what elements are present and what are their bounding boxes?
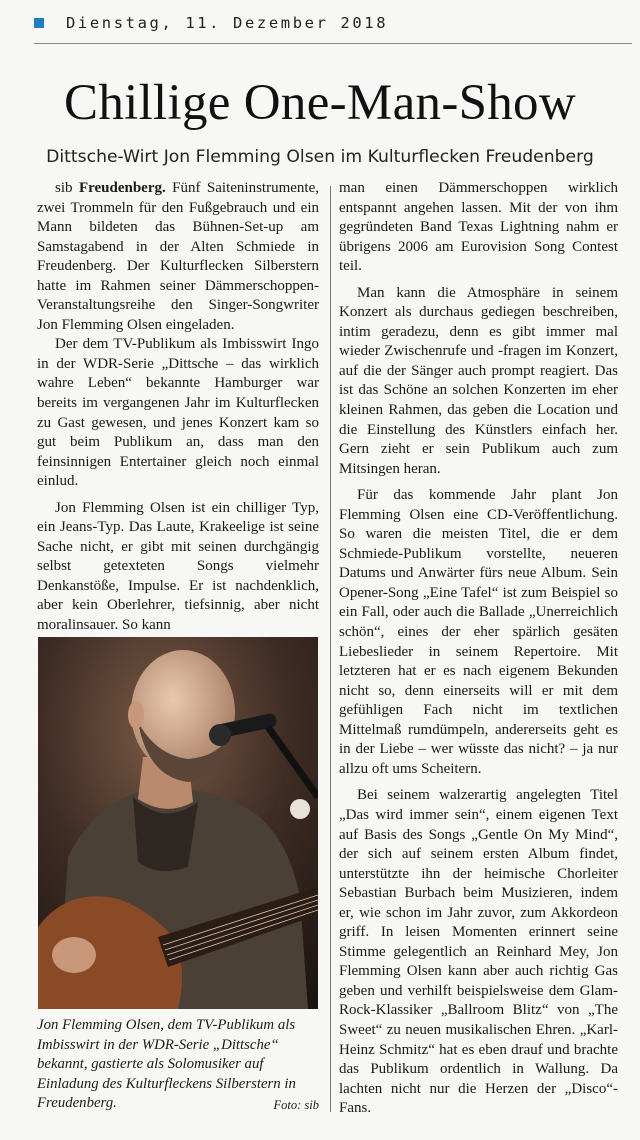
paragraph-text: Fünf Saiteninstrumente, zwei Trommeln für den Fußgebrauch und ein Mann bildeten das Bühnen-Set-up am Samstagabend in der Alten Schmiede in Freudenberg. Der Kulturflecken Silberstern hatte im Rahmen seiner Dämmerschoppen-Veranstaltungsreihe den Singer-Songwriter Jon Flemming Olsen eingeladen. bbox=[37, 180, 319, 333]
paragraph: Jon Flemming Olsen ist ein chilliger Typ, ein Jeans-Typ. Das Laute, Krakeelige ist seine Sache nicht, er gibt mit seinen durchgängig selbst getexteten Songs vielmehr Denkanstöße, Impulse. Er ist nachdenklich, aber kein Oberlehrer, tiefsinnig, aber nicht moralinsauer. So kann bbox=[37, 499, 319, 634]
article-column-left bbox=[37, 179, 319, 636]
lead-paragraph bbox=[37, 179, 319, 335]
paragraph: man einen Dämmerschoppen wirklich entspannt angehen lassen. Mit der von ihm gegründeten Band Texas Lightning nahm er übrigens 2006 am Eurovision Song Contest teil. bbox=[339, 180, 618, 275]
paragraph: Der dem TV-Publikum als Imbisswirt Ingo in der WDR-Serie „Dittsche – das wirklich wahre Leben“ bekannte Hamburger war bereits im vergangenen Jahr im Kulturflecken zu Gast gewesen, und jenes Konzert kam so gut beim Publikum an, dass man den feinsinnigen Entertainer gleich noch einmal einlud. bbox=[37, 336, 319, 490]
article-column-right bbox=[339, 179, 618, 1119]
photo-caption bbox=[37, 1016, 319, 1116]
paragraph: Bei seinem walzerartig angelegten Titel „Das wird immer sein“, einem eigenen Text auf Basis des Songs „Gentle On My Mind“, der sich auf seinem ersten Album findet, unterstützte ihn der heimische Chorleiter Sebastian Burbach beim Musizieren, indem er, wie schon im Jahr zuvor, zum Akkordeon griff. In leisen Momenten erinnert seine Stimme gelegentlich an Reinhard Mey, Jon Flemming Olsen kann aber auch richtig Gas geben und verhilft beispielsweise dem Glam-Rock-Klassiker „Ballroom Blitz“ von „The Sweet“ zu neuen musikalischen Ehren. „Karl-Heinz Schmitz“ hat es eben drauf und brachte das Publikum ordentlich in Wallung. Da lachten nicht nur die Herzen der „Disco“-Fans. bbox=[339, 787, 618, 1117]
column-divider bbox=[330, 186, 331, 1112]
performer-image bbox=[38, 637, 318, 1009]
dateline bbox=[34, 12, 634, 34]
dateline-location: Freudenberg. bbox=[78, 180, 166, 196]
concert-photo bbox=[38, 637, 318, 1009]
author-tag: sib bbox=[55, 180, 73, 196]
header-rule bbox=[34, 43, 632, 44]
section-marker-icon bbox=[34, 18, 44, 28]
photo-credit: Foto: sib bbox=[273, 1098, 319, 1112]
caption-text: Jon Flemming Olsen, dem TV-Publikum als Imbisswirt in der WDR-Serie „Dittsche“ bekannt, gastierte als Solomusiker auf Einladung des Kulturfleckens Silberstern in Freudenberg. bbox=[37, 1017, 296, 1111]
paragraph: Man kann die Atmosphäre in seinem Konzert als durchaus gediegen beschreiben, intim geradezu, denn es gibt immer mal wieder Zwischenrufe und -fragen im Konzert, auf die der Sänger auch prompt reagiert. Das ist das Schöne an solchen Konzerten im eher kleinen Rahmen, das geben die Location und die Einstellung des Künstlers einfach her. Gern zieht er sein Publikum auch zum Mitsingen heran. bbox=[339, 284, 618, 477]
article-headline: Chillige One-Man-Show bbox=[64, 75, 576, 131]
issue-date: Dienstag, 11. Dezember 2018 bbox=[66, 14, 389, 32]
paragraph: Für das kommende Jahr plant Jon Flemming Olsen eine CD-Veröffentlichung. So waren die meisten Titel, die er dem Schmiede-Publikum vorstellte, neueren Datums und Anwärter fürs neue Album. Sein Opener-Song „Eine Tafel“ ist zum Beispiel so ein Fall, oder auch die Ballade „Unerreichlich schön“, eines der eher spärlich gesäten Liebeslieder in seinem Repertoire. Mit letzteren hat er es nach eigenem Bekunden nicht so, denn einerseits will er mit dem gefühligen Fach nicht im textlichen Mittelmaß rumdümpeln, andererseits geht es in der Liebe – wer wüsste das nicht? – ja nur allzu oft ums Scheitern. bbox=[339, 487, 618, 777]
article-subheadline: Dittsche-Wirt Jon Flemming Olsen im Kulturflecken Freudenberg bbox=[46, 147, 594, 167]
